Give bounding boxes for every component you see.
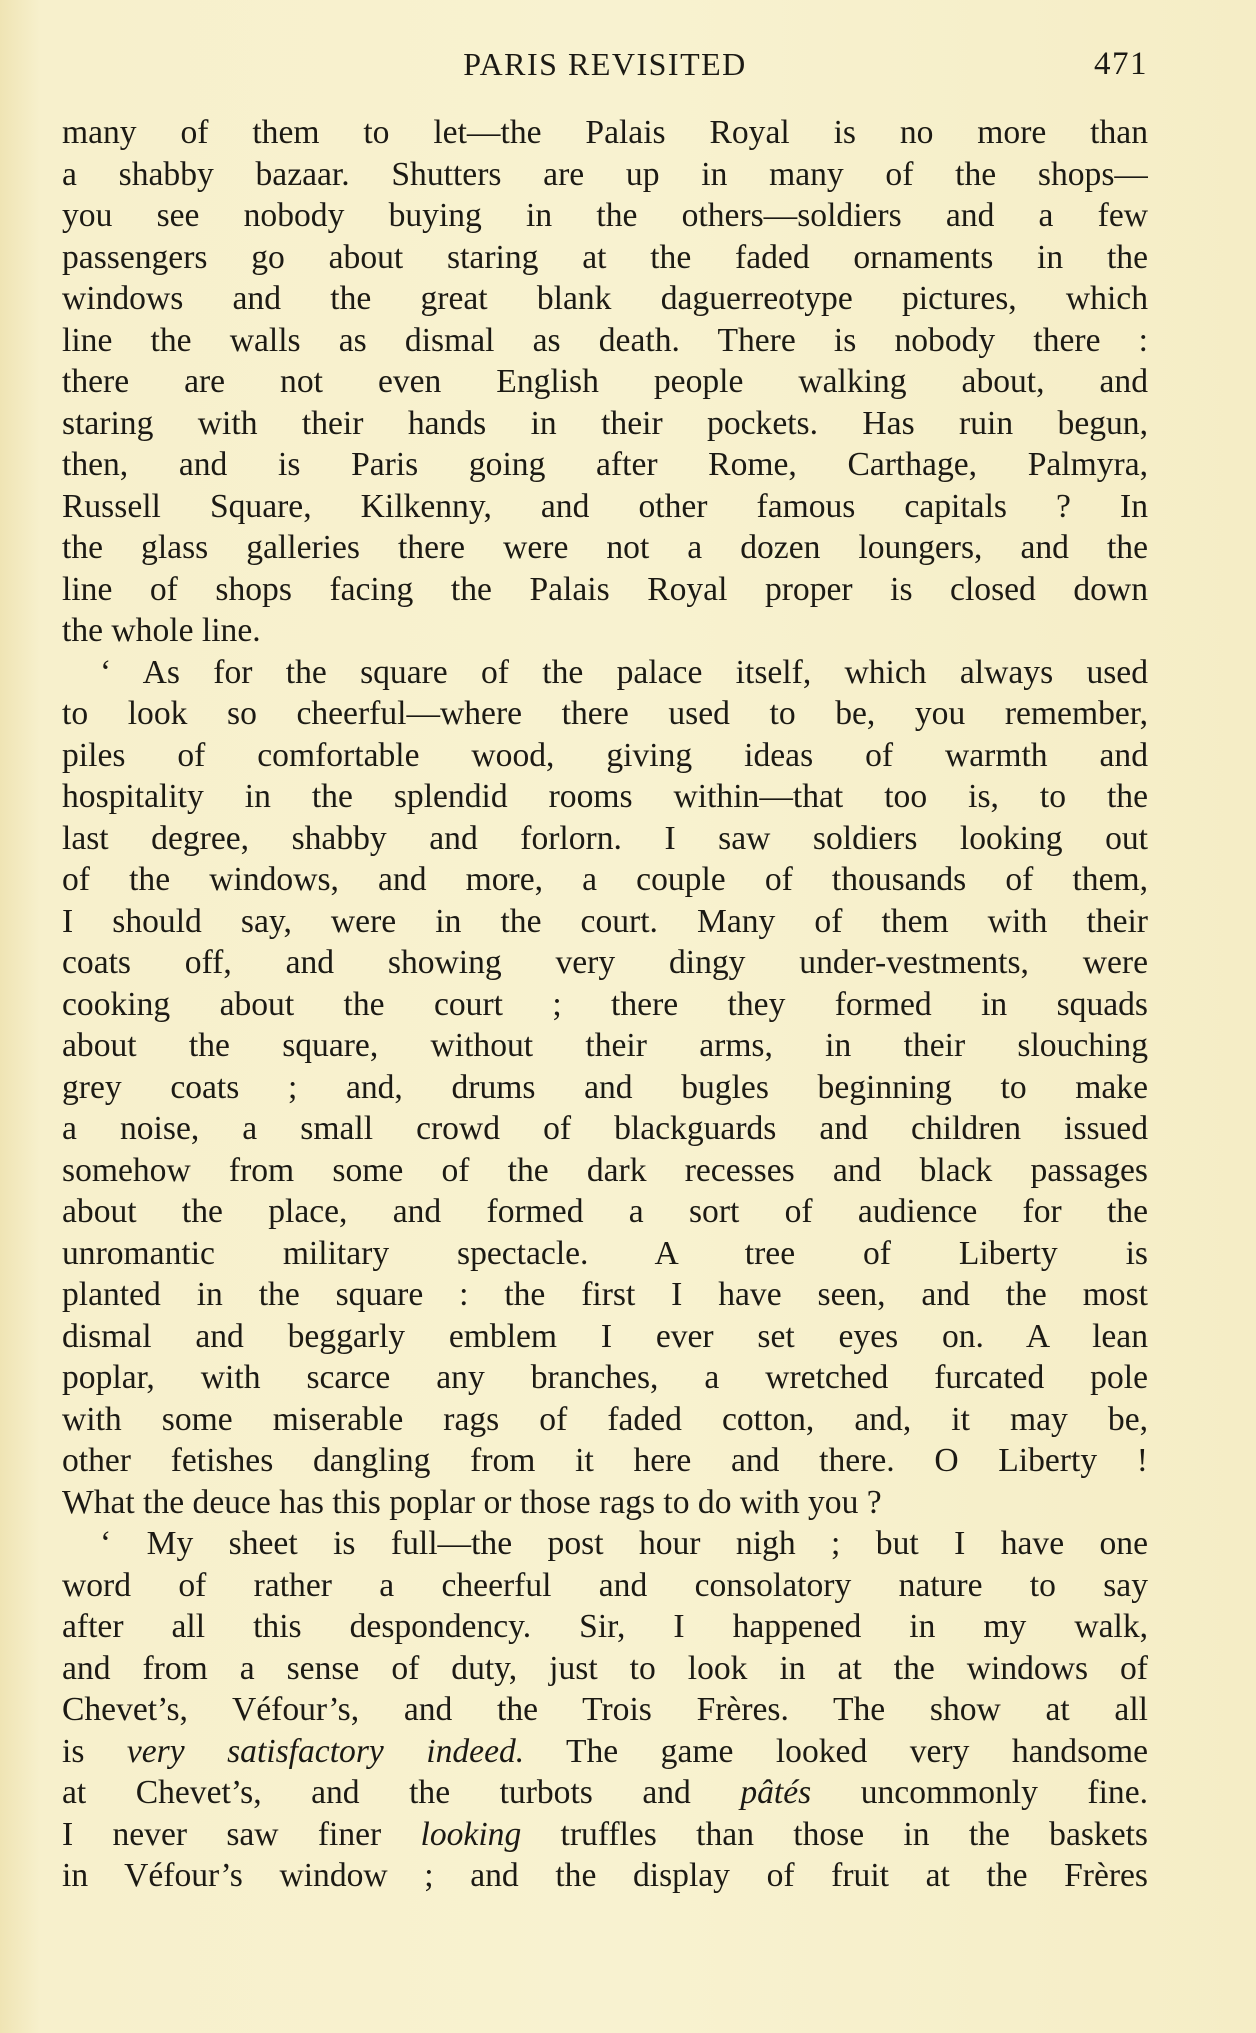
text-span: The game looked very handsome — [524, 1732, 1148, 1770]
text-line: and from a sense of duty, just to look in at the windows of — [62, 1649, 1148, 1687]
text-line: ‘ My sheet is full—the post hour nigh ; but I have one — [100, 1525, 1148, 1562]
text-line: I should say, were in the court. Many of them with their — [62, 902, 1148, 940]
text-line: somehow from some of the dark recesses and black passages — [62, 1151, 1148, 1189]
text-line: Chevet’s, Véfour’s, and the Trois Frères. The show at all — [62, 1691, 1148, 1728]
text-line: after all this despondency. Sir, I happened in my walk, — [62, 1608, 1148, 1645]
italic-text: pâtés — [740, 1774, 812, 1811]
text-line: about the square, without their arms, in their slouching — [62, 1027, 1148, 1064]
text-span: uncommonly fine. — [811, 1774, 1148, 1811]
text-line: coats off, and showing very dingy under-vestments, were — [62, 944, 1148, 981]
text-line: planted in the square : the first I have seen, and the most — [62, 1276, 1148, 1313]
text-span: truffles than those in the baskets — [521, 1815, 1148, 1853]
text-line — [62, 1772, 1148, 1814]
text-line: a noise, a small crowd of blackguards and children issued — [62, 1110, 1148, 1147]
text-line: a shabby bazaar. Shutters are up in many of the shops— — [62, 155, 1148, 193]
text-line: of the windows, and more, a couple of thousands of them, — [62, 861, 1148, 898]
text-span: is — [62, 1732, 127, 1770]
book-page — [62, 40, 1148, 1897]
text-line: last degree, shabby and forlorn. I saw soldiers looking out — [62, 819, 1148, 857]
text-line: staring with their hands in their pockets. Has ruin begun, — [62, 404, 1148, 442]
text-line: line the walls as dismal as death. There is nobody there : — [62, 321, 1148, 359]
text-line: What the deuce has this poplar or those rags to do with you ? — [62, 1483, 882, 1521]
running-head — [62, 40, 1148, 96]
text-line: line of shops facing the Palais Royal proper is closed down — [62, 570, 1148, 608]
text-line: Russell Square, Kilkenny, and other famous capitals ? In — [62, 487, 1148, 525]
text-span: at Chevet’s, and the turbots and — [62, 1774, 741, 1811]
text-line: the glass galleries there were not a dozen loungers, and the — [62, 529, 1148, 566]
text-line: windows and the great blank daguerreotype pictures, which — [62, 280, 1148, 317]
text-line: ‘ As for the square of the palace itself, which always used — [100, 653, 1148, 691]
text-line: cooking about the court ; there they formed in squads — [62, 985, 1148, 1023]
text-line: in Véfour’s window ; and the display of fruit at the Frères — [62, 1857, 1148, 1894]
text-line: there are not even English people walking about, and — [62, 363, 1148, 400]
text-line — [62, 1731, 1148, 1773]
text-line: poplar, with scarce any branches, a wretched furcated pole — [62, 1359, 1148, 1396]
text-line: dismal and beggarly emblem I ever set eyes on. A lean — [62, 1317, 1148, 1355]
body-text — [62, 112, 1148, 1897]
text-line: grey coats ; and, drums and bugles beginning to make — [62, 1068, 1148, 1106]
running-title: PARIS REVISITED — [463, 46, 747, 82]
text-line: unromantic military spectacle. A tree of Liberty is — [62, 1234, 1148, 1272]
text-line: then, and is Paris going after Rome, Carthage, Palmyra, — [62, 446, 1148, 483]
page-number: 471 — [1094, 46, 1148, 82]
text-line: other fetishes dangling from it here and there. O Liberty ! — [62, 1442, 1148, 1479]
text-line: hospitality in the splendid rooms within—that too is, to the — [62, 778, 1148, 815]
text-line — [62, 1814, 1148, 1856]
text-line: you see nobody buying in the others—soldiers and a few — [62, 197, 1148, 234]
text-line: passengers go about staring at the faded ornaments in the — [62, 238, 1148, 276]
text-line: the whole line. — [62, 612, 261, 649]
italic-text: very satisfactory indeed. — [126, 1732, 525, 1770]
text-line: piles of comfortable wood, giving ideas of warmth and — [62, 736, 1148, 774]
text-line: word of rather a cheerful and consolatory nature to say — [62, 1566, 1148, 1604]
italic-text: looking — [420, 1815, 522, 1853]
text-line: to look so cheerful—where there used to be, you remember, — [62, 695, 1148, 732]
text-line: with some miserable rags of faded cotton, and, it may be, — [62, 1400, 1148, 1438]
text-line: many of them to let—the Palais Royal is no more than — [62, 114, 1148, 151]
text-line: about the place, and formed a sort of audience for the — [62, 1193, 1148, 1230]
text-span: I never saw finer — [62, 1815, 421, 1853]
